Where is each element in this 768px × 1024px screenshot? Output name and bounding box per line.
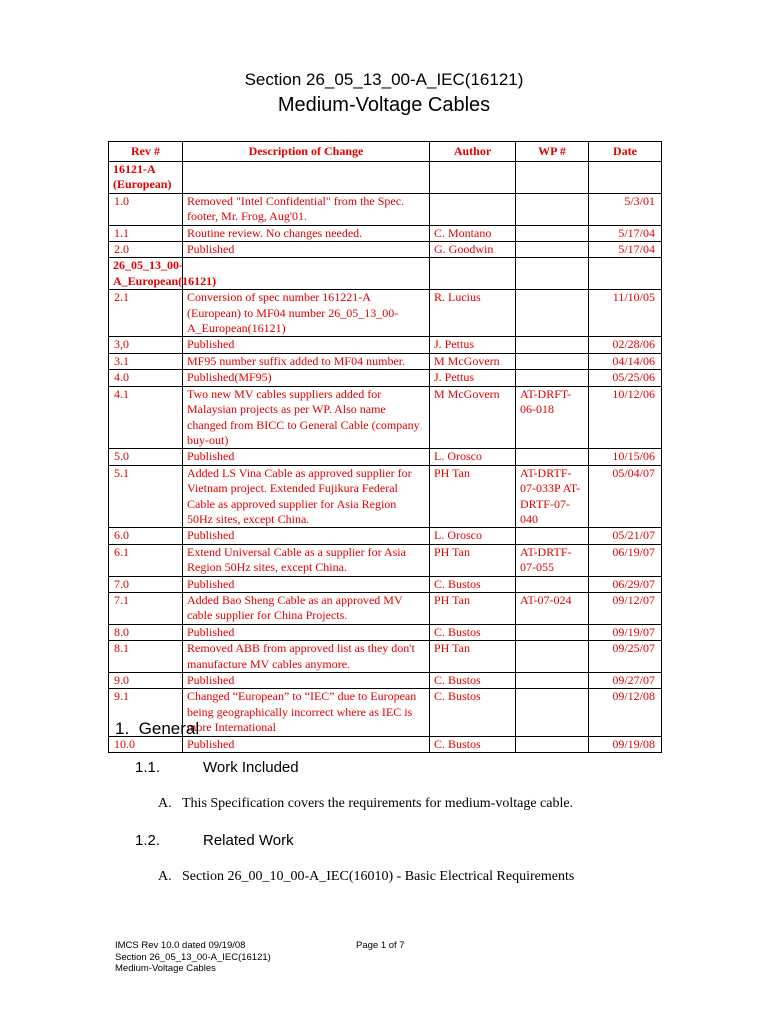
wp-cell (516, 624, 589, 640)
wp-cell (516, 576, 589, 592)
table-group-row (109, 162, 662, 194)
revision-table-body (109, 162, 662, 753)
table-row (109, 544, 662, 576)
list-marker: A. (158, 869, 172, 884)
wp-cell (516, 736, 589, 752)
table-group-row (109, 258, 662, 290)
footer-page-number: Page 1 of 7 (356, 940, 405, 951)
document-title: Medium-Voltage Cables (277, 94, 491, 116)
section-number: Section 26_05_13_00-A_IEC(16121) (244, 70, 524, 89)
group-label-cell: 26_05_13_00-A_European(16121) (109, 258, 183, 290)
date-cell: 09/19/08 (589, 736, 662, 752)
description-cell: Published (183, 449, 430, 465)
empty-cell (183, 258, 430, 290)
list-marker: A. (158, 796, 172, 811)
footer-title: Medium-Voltage Cables (115, 963, 216, 974)
wp-cell (516, 290, 589, 337)
author-cell: G. Goodwin (430, 242, 516, 258)
wp-cell (516, 337, 589, 353)
rev-cell: 1.0 (109, 193, 183, 225)
section-heading-title: General (138, 719, 200, 738)
description-cell: Two new MV cables suppliers added for Malaysian projects as per WP. Also name changed from BICC to General Cable (company buy-out) (183, 386, 430, 449)
description-cell: Published (183, 576, 430, 592)
col-header-wp: WP # (516, 142, 589, 162)
revision-table-header (109, 142, 662, 162)
description-cell: Routine review. No changes needed. (183, 225, 430, 241)
description-cell: MF95 number suffix added to MF04 number. (183, 353, 430, 369)
description-cell: Removed "Intel Confidential" from the Spec. footer, Mr. Frog, Aug'01. (183, 193, 430, 225)
description-cell: Added LS Vina Cable as approved supplier for Vietnam project. Extended Fujikura Federal Cable as approved supplier for Asia Region 50Hz sites, except China. (183, 465, 430, 528)
rev-cell: 3.1 (109, 353, 183, 369)
col-header-author: Author (430, 142, 516, 162)
rev-cell: 5.0 (109, 449, 183, 465)
section-heading-number: 1. (115, 719, 130, 738)
rev-cell: 9.1 (109, 689, 183, 736)
footer-revision: IMCS Rev 10.0 dated 09/19/08 (115, 940, 246, 951)
date-cell: 05/25/06 (589, 370, 662, 386)
list-item-text: This Specification covers the requirements for medium-voltage cable. (182, 796, 574, 811)
table-row (109, 353, 662, 369)
author-cell: C. Bustos (430, 736, 516, 752)
author-cell: R. Lucius (430, 290, 516, 337)
date-cell: 10/15/06 (589, 449, 662, 465)
author-cell: M McGovern (430, 386, 516, 449)
wp-cell: AT-DRFT-06-018 (516, 386, 589, 449)
author-cell: C. Bustos (430, 576, 516, 592)
work-included-item (158, 795, 573, 813)
table-row (109, 624, 662, 640)
date-cell: 06/19/07 (589, 544, 662, 576)
author-cell: PH Tan (430, 641, 516, 673)
rev-cell: 2.1 (109, 290, 183, 337)
author-cell: PH Tan (430, 544, 516, 576)
date-cell: 06/29/07 (589, 576, 662, 592)
author-cell: C. Montano (430, 225, 516, 241)
table-row (109, 386, 662, 449)
description-cell: Added Bao Sheng Cable as an approved MV cable supplier for China Projects. (183, 592, 430, 624)
empty-cell (430, 162, 516, 194)
date-cell: 05/21/07 (589, 528, 662, 544)
col-header-rev: Rev # (109, 142, 183, 162)
author-cell: L. Orosco (430, 449, 516, 465)
description-cell: Published (183, 242, 430, 258)
table-row (109, 337, 662, 353)
wp-cell (516, 353, 589, 369)
description-cell: Published (183, 528, 430, 544)
rev-cell: 8.0 (109, 624, 183, 640)
author-cell: PH Tan (430, 465, 516, 528)
author-cell (430, 193, 516, 225)
table-row (109, 673, 662, 689)
group-label-cell: 16121-A (European) (109, 162, 183, 194)
author-cell: PH Tan (430, 592, 516, 624)
rev-cell: 1.1 (109, 225, 183, 241)
table-row (109, 449, 662, 465)
description-cell: Published (183, 337, 430, 353)
wp-cell (516, 528, 589, 544)
table-row (109, 370, 662, 386)
rev-cell: 2.0 (109, 242, 183, 258)
list-item-text: Section 26_00_10_00-A_IEC(16010) - Basic Electrical Requirements (182, 869, 575, 884)
date-cell: 09/25/07 (589, 641, 662, 673)
author-cell: J. Pettus (430, 370, 516, 386)
author-cell: C. Bustos (430, 624, 516, 640)
section-heading-general (115, 718, 199, 740)
author-cell: L. Orosco (430, 528, 516, 544)
footer-section: Section 26_05_13_00-A_IEC(16121) (115, 951, 271, 963)
footer-left (115, 940, 271, 975)
rev-cell: 6.1 (109, 544, 183, 576)
revision-table (108, 141, 662, 753)
description-cell: Published (183, 673, 430, 689)
description-cell: Conversion of spec number 161221-A (European) to MF04 number 26_05_13_00-A_European(16121) (183, 290, 430, 337)
table-row (109, 528, 662, 544)
wp-cell (516, 225, 589, 241)
date-cell: 10/12/06 (589, 386, 662, 449)
wp-cell (516, 449, 589, 465)
rev-cell: 10.0 (109, 736, 183, 752)
description-cell: Removed ABB from approved list as they don't manufacture MV cables anymore. (183, 641, 430, 673)
date-cell: 02/28/06 (589, 337, 662, 353)
date-cell: 05/04/07 (589, 465, 662, 528)
col-header-date: Date (589, 142, 662, 162)
table-row (109, 193, 662, 225)
author-cell: C. Bustos (430, 689, 516, 736)
wp-cell (516, 673, 589, 689)
date-cell: 11/10/05 (589, 290, 662, 337)
empty-cell (516, 258, 589, 290)
description-cell: Extend Universal Cable as a supplier for Asia Region 50Hz sites, except China. (183, 544, 430, 576)
description-cell: Published (183, 624, 430, 640)
subsection-title: Related Work (203, 832, 294, 849)
rev-cell: 7.1 (109, 592, 183, 624)
table-row (109, 576, 662, 592)
rev-cell: 3,0 (109, 337, 183, 353)
wp-cell: AT-07-024 (516, 592, 589, 624)
rev-cell: 5.1 (109, 465, 183, 528)
wp-cell (516, 689, 589, 736)
date-cell: 09/27/07 (589, 673, 662, 689)
empty-cell (183, 162, 430, 194)
rev-cell: 4.0 (109, 370, 183, 386)
col-header-description: Description of Change (183, 142, 430, 162)
wp-cell (516, 641, 589, 673)
table-row (109, 242, 662, 258)
author-cell: J. Pettus (430, 337, 516, 353)
description-cell: Published (183, 736, 430, 752)
table-row (109, 592, 662, 624)
author-cell: M McGovern (430, 353, 516, 369)
wp-cell (516, 193, 589, 225)
table-row (109, 641, 662, 673)
rev-cell: 6.0 (109, 528, 183, 544)
subsection-number: 1.2. (135, 832, 161, 849)
table-row (109, 225, 662, 241)
subsection-title: Work Included (203, 759, 299, 776)
date-cell: 5/3/01 (589, 193, 662, 225)
rev-cell: 7.0 (109, 576, 183, 592)
description-cell: Changed “European” to “IEC” due to European being geographically incorrect where as IEC is more International (183, 689, 430, 736)
date-cell: 09/19/07 (589, 624, 662, 640)
empty-cell (589, 258, 662, 290)
empty-cell (589, 162, 662, 194)
related-work-item (158, 868, 574, 886)
rev-cell: 8.1 (109, 641, 183, 673)
table-row (109, 465, 662, 528)
wp-cell (516, 242, 589, 258)
date-cell: 09/12/08 (589, 689, 662, 736)
empty-cell (516, 162, 589, 194)
date-cell: 04/14/06 (589, 353, 662, 369)
table-row (109, 290, 662, 337)
wp-cell: AT-DRTF-07-033P AT-DRTF-07-040 (516, 465, 589, 528)
author-cell: C. Bustos (430, 673, 516, 689)
subsection-number: 1.1. (135, 759, 161, 776)
date-cell: 5/17/04 (589, 242, 662, 258)
empty-cell (430, 258, 516, 290)
rev-cell: 9.0 (109, 673, 183, 689)
wp-cell: AT-DRTF-07-055 (516, 544, 589, 576)
date-cell: 5/17/04 (589, 225, 662, 241)
rev-cell: 4.1 (109, 386, 183, 449)
description-cell: Published(MF95) (183, 370, 430, 386)
wp-cell (516, 370, 589, 386)
date-cell: 09/12/07 (589, 592, 662, 624)
